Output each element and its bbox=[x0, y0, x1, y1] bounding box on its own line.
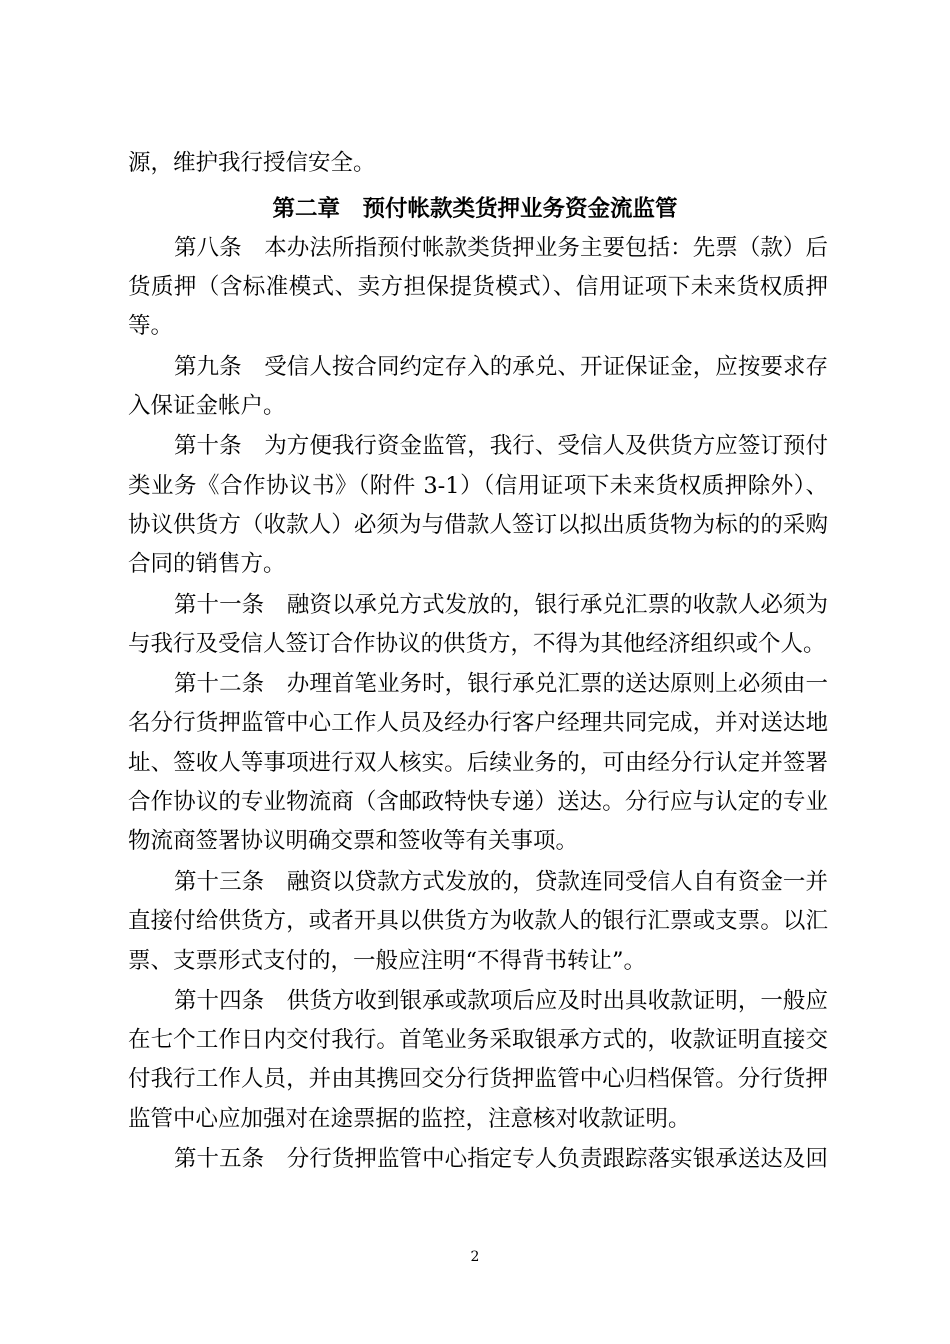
continuation-line: 源，维护我行授信安全。 bbox=[128, 150, 376, 176]
article-14-line-2: 在七个工作日内交付我行。首笔业务采取银承方式的，收款证明直接交 bbox=[128, 1027, 828, 1053]
article-8-line-3: 等。 bbox=[128, 313, 174, 339]
chapter-title: 第二章 预付帐款类货押业务资金流监管 bbox=[272, 196, 678, 222]
article-15-line-1: 第十五条 分行货押监管中心指定专人负责跟踪落实银承送达及回 bbox=[174, 1146, 828, 1172]
article-12-line-1: 第十二条 办理首笔业务时，银行承兑汇票的送达原则上必须由一 bbox=[174, 671, 828, 697]
article-13-line-2: 直接付给供货方，或者开具以供货方为收款人的银行汇票或支票。以汇 bbox=[128, 908, 828, 934]
article-14-line-4: 监管中心应加强对在途票据的监控，注意核对收款证明。 bbox=[128, 1106, 691, 1132]
article-8-line-2: 货质押（含标准模式、卖方担保提货模式）、信用证项下未来货权质押 bbox=[128, 274, 828, 300]
article-13-line-1: 第十三条 融资以贷款方式发放的，贷款连同受信人自有资金一并 bbox=[174, 869, 828, 895]
article-10-line-2: 类业务《合作协议书》（附件 3-1）（信用证项下未来货权质押除外）、 bbox=[128, 473, 828, 499]
article-11-line-1: 第十一条 融资以承兑方式发放的，银行承兑汇票的收款人必须为 bbox=[174, 592, 828, 618]
article-13-line-3: 票、支票形式支付的，一般应注明“不得背书转让”。 bbox=[128, 948, 647, 974]
article-12-line-5: 物流商签署协议明确交票和签收等有关事项。 bbox=[128, 828, 579, 854]
article-9-line-2: 入保证金帐户。 bbox=[128, 393, 286, 419]
article-9-line-1: 第九条 受信人按合同约定存入的承兑、开证保证金，应按要求存 bbox=[174, 354, 828, 380]
article-11-line-2: 与我行及受信人签订合作协议的供货方，不得为其他经济组织或个人。 bbox=[128, 631, 826, 657]
article-12-line-3: 址、签收人等事项进行双人核实。后续业务的，可由经分行认定并签署 bbox=[128, 750, 828, 776]
article-14-line-1: 第十四条 供货方收到银承或款项后应及时出具收款证明，一般应 bbox=[174, 988, 828, 1014]
article-10-line-4: 合同的销售方。 bbox=[128, 551, 286, 577]
article-8-line-1: 第八条 本办法所指预付帐款类货押业务主要包括：先票（款）后 bbox=[174, 235, 828, 261]
page-number: 2 bbox=[470, 1249, 480, 1265]
article-12-line-2: 名分行货押监管中心工作人员及经办行客户经理共同完成，并对送达地 bbox=[128, 710, 828, 736]
article-10-line-1: 第十条 为方便我行资金监管，我行、受信人及供货方应签订预付 bbox=[174, 433, 828, 459]
article-14-line-3: 付我行工作人员，并由其携回交分行货押监管中心归档保管。分行货押 bbox=[128, 1066, 828, 1092]
article-12-line-4: 合作协议的专业物流商（含邮政特快专递）送达。分行应与认定的专业 bbox=[128, 789, 828, 815]
article-10-line-3: 协议供货方（收款人）必须为与借款人签订以拟出质货物为标的的采购 bbox=[128, 512, 828, 538]
